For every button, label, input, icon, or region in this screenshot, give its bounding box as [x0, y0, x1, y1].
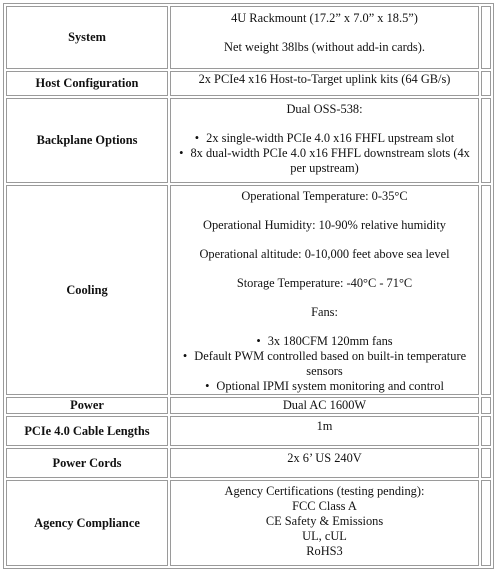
table-row — [6, 71, 491, 96]
row-label-system: System — [6, 6, 168, 69]
row-value-system — [170, 6, 479, 69]
empty-cell — [481, 6, 491, 69]
empty-cell — [481, 98, 491, 183]
empty-cell — [481, 480, 491, 566]
value-line: Dual AC 1600W — [282, 398, 367, 412]
value-line: Agency Certifications (testing pending): — [224, 484, 425, 498]
value-line: 2x 6’ US 240V — [287, 451, 362, 465]
table-row — [6, 416, 491, 446]
value-line: 2x PCIe4 x16 Host-to-Target uplink kits (64 GB/s) — [198, 72, 451, 86]
spec-table — [3, 3, 494, 569]
value-line: RoHS3 — [306, 544, 343, 558]
value-line: FCC Class A — [292, 499, 357, 513]
row-value-host-configuration — [170, 71, 479, 96]
row-value-power-cords — [170, 448, 479, 478]
list-item: • 2x single-width PCIe 4.0 x16 FHFL upstream slot — [171, 131, 478, 146]
empty-cell — [481, 416, 491, 446]
bullet-list — [171, 334, 478, 394]
value-line: Operational Humidity: 10-90% relative humidity — [203, 218, 446, 232]
row-label-cooling: Cooling — [6, 185, 168, 395]
value-line: Operational altitude: 0-10,000 feet above sea level — [199, 247, 450, 261]
value-line: 4U Rackmount (17.2” x 7.0” x 18.5”) — [231, 11, 418, 25]
value-line: Operational Temperature: 0-35°C — [241, 189, 408, 203]
row-label-backplane-options: Backplane Options — [6, 98, 168, 183]
row-value-power — [170, 397, 479, 414]
value-line: 1m — [316, 419, 333, 433]
table-row — [6, 397, 491, 414]
row-label-power-cords: Power Cords — [6, 448, 168, 478]
list-item: • 3x 180CFM 120mm fans — [171, 334, 478, 349]
row-value-cooling — [170, 185, 479, 395]
row-label-pcie-cable-lengths: PCIe 4.0 Cable Lengths — [6, 416, 168, 446]
table-row — [6, 6, 491, 69]
row-label-agency-compliance: Agency Compliance — [6, 480, 168, 566]
value-line: UL, cUL — [302, 529, 347, 543]
row-value-agency-compliance — [170, 480, 479, 566]
value-line: Net weight 38lbs (without add-in cards). — [224, 40, 425, 54]
value-line: Fans: — [311, 305, 338, 319]
row-value-pcie-cable-lengths — [170, 416, 479, 446]
value-line: Storage Temperature: -40°C - 71°C — [236, 276, 413, 290]
empty-cell — [481, 397, 491, 414]
value-line: CE Safety & Emissions — [265, 514, 384, 528]
table-row — [6, 480, 491, 566]
value-line: Dual OSS-538: — [286, 102, 363, 116]
empty-cell — [481, 448, 491, 478]
table-row — [6, 98, 491, 183]
list-item: • Optional IPMI system monitoring and control — [171, 379, 478, 394]
empty-cell — [481, 185, 491, 395]
bullet-list — [171, 131, 478, 176]
table-row — [6, 448, 491, 478]
table-row — [6, 185, 491, 395]
list-item: • Default PWM controlled based on built-in temperature sensors — [171, 349, 478, 379]
row-value-backplane-options — [170, 98, 479, 183]
empty-cell — [481, 71, 491, 96]
list-item: • 8x dual-width PCIe 4.0 x16 FHFL downstream slots (4x per upstream) — [171, 146, 478, 176]
row-label-power: Power — [6, 397, 168, 414]
row-label-host-configuration: Host Configuration — [6, 71, 168, 96]
